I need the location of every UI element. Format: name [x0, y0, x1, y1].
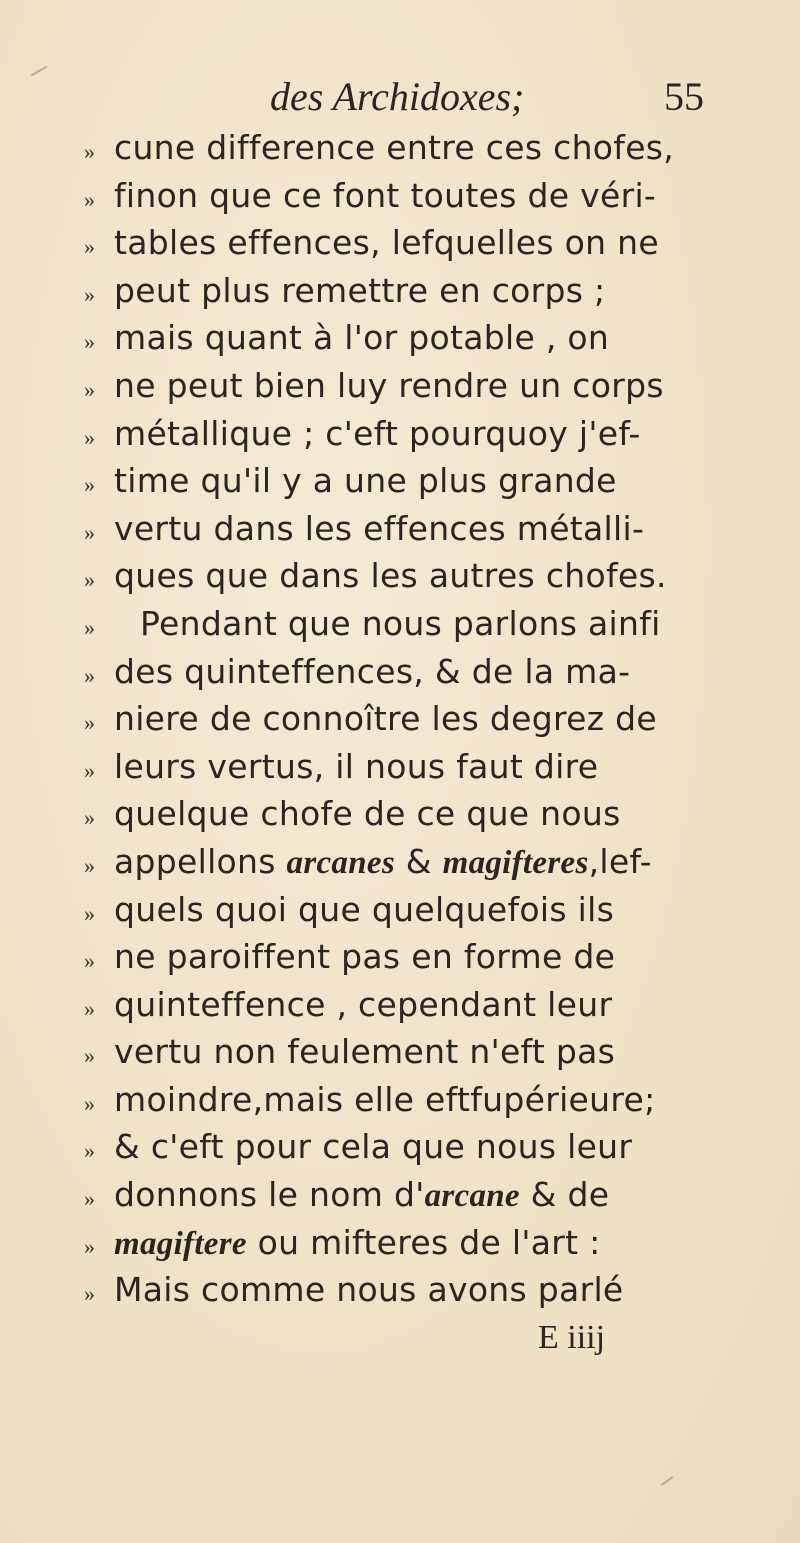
- quote-mark: »: [84, 329, 95, 355]
- line-text: [114, 223, 744, 262]
- italic-term: magifteres: [442, 844, 589, 881]
- text-line: [84, 747, 744, 795]
- italic-term: magiftere: [114, 1225, 247, 1262]
- line-text: [114, 1127, 744, 1166]
- line-segment: ou mifteres de l'art :: [246, 1222, 601, 1262]
- text-line: [84, 318, 744, 366]
- text-line: [84, 937, 744, 985]
- line-text: [114, 414, 744, 453]
- line-text: [114, 890, 744, 929]
- line-text: [114, 1270, 744, 1309]
- line-segment: leurs vertus, il nous faut dire: [114, 746, 599, 786]
- line-text: [114, 176, 744, 215]
- quote-mark: »: [84, 519, 95, 545]
- text-line: [84, 794, 744, 842]
- quote-mark: »: [84, 186, 95, 212]
- line-text: [114, 985, 744, 1024]
- line-text: [114, 652, 744, 691]
- text-line: [84, 366, 744, 414]
- text-line: [84, 414, 744, 462]
- italic-term: arcanes: [286, 844, 395, 881]
- line-segment: ne paroiffent pas en forme de: [114, 937, 616, 977]
- quote-mark: »: [84, 1281, 95, 1307]
- line-segment: mais quant à l'or potable , on: [114, 318, 610, 358]
- line-segment: quels quoi que quelquefois ils: [114, 889, 615, 929]
- quote-mark: »: [84, 1233, 95, 1259]
- line-segment: & c'eft pour cela que nous leur: [114, 1127, 633, 1167]
- quote-mark: »: [84, 567, 95, 593]
- quote-mark: »: [84, 139, 95, 164]
- quote-mark: »: [84, 234, 95, 260]
- quote-mark: »: [84, 900, 95, 926]
- line-text: [114, 1032, 744, 1071]
- quote-mark: »: [84, 948, 95, 974]
- line-text: [114, 1223, 744, 1263]
- text-line: [84, 1127, 744, 1175]
- text-line: [84, 890, 744, 938]
- line-segment: & de: [519, 1175, 610, 1215]
- line-text: [114, 128, 744, 167]
- line-segment: ,lef-: [588, 841, 652, 881]
- text-line: [84, 1270, 744, 1318]
- text-line: [84, 509, 744, 557]
- line-segment: vertu dans les effences métalli-: [114, 508, 645, 548]
- text-line: [84, 985, 744, 1033]
- text-line: [84, 461, 744, 509]
- line-segment: Mais comme nous avons parlé: [114, 1270, 624, 1310]
- quote-mark: »: [84, 1138, 95, 1164]
- line-segment: niere de connoître les degrez de: [114, 699, 658, 739]
- quote-mark: »: [84, 281, 95, 307]
- line-segment: &: [394, 841, 443, 881]
- quote-mark: »: [84, 424, 95, 450]
- line-segment: appellons: [114, 841, 287, 881]
- page-number: 55: [664, 74, 704, 119]
- line-text: [114, 747, 744, 786]
- paper-speck: [661, 1476, 674, 1486]
- line-segment: ne peut bien luy rendre un corps: [114, 365, 664, 405]
- line-segment: Pendant que nous parlons ainfi: [140, 603, 661, 643]
- line-segment: des quinteffences, & de la ma-: [114, 651, 631, 691]
- quote-mark: »: [84, 662, 95, 688]
- quote-mark: »: [84, 614, 95, 640]
- line-text: [114, 318, 744, 357]
- text-line: [84, 1080, 744, 1128]
- line-text: [114, 509, 744, 548]
- line-segment: quinteffence , cependant leur: [114, 984, 613, 1024]
- line-segment: peut plus remettre en corps ;: [114, 270, 606, 310]
- body-text: [84, 128, 744, 1318]
- line-segment: cune difference entre ces chofes,: [114, 128, 675, 167]
- line-text: [114, 556, 744, 595]
- italic-term: arcane: [424, 1178, 520, 1215]
- line-text: [114, 794, 744, 833]
- line-segment: métallique ; c'eft pourquoy j'ef-: [114, 413, 641, 453]
- quote-mark: »: [84, 1043, 95, 1069]
- text-line: [84, 1223, 744, 1271]
- line-segment: finon que ce font toutes de véri-: [114, 175, 657, 215]
- text-line: [84, 223, 744, 271]
- line-segment: quelque chofe de ce que nous: [114, 794, 621, 834]
- line-text: [114, 271, 744, 310]
- text-line: [84, 842, 744, 890]
- text-line: [84, 1175, 744, 1223]
- quote-mark: »: [84, 757, 95, 783]
- page-header: [0, 72, 800, 122]
- line-segment: donnons le nom d': [114, 1175, 425, 1215]
- running-head: des Archidoxes;: [270, 74, 525, 119]
- quote-mark: »: [84, 1090, 95, 1116]
- line-text: [114, 461, 744, 500]
- line-text: [114, 366, 744, 405]
- line-segment: moindre,mais elle eftfupérieure;: [114, 1079, 656, 1119]
- line-text: [114, 842, 744, 882]
- quote-mark: »: [84, 852, 95, 878]
- quote-mark: »: [84, 710, 95, 736]
- line-segment: ques que dans les autres chofes.: [114, 556, 667, 596]
- quote-mark: »: [84, 472, 95, 498]
- signature-mark: E iiij: [538, 1319, 606, 1356]
- line-segment: time qu'il y a une plus grande: [114, 461, 617, 501]
- text-line: [84, 128, 744, 176]
- text-line: [84, 556, 744, 604]
- line-text: [114, 937, 744, 976]
- line-text: [114, 604, 744, 643]
- line-segment: tables effences, lefquelles on ne: [114, 223, 659, 263]
- line-text: [114, 699, 744, 738]
- line-segment: vertu non feulement n'eft pas: [114, 1032, 616, 1072]
- text-line: [84, 699, 744, 747]
- quote-mark: »: [84, 995, 95, 1021]
- quote-mark: »: [84, 805, 95, 831]
- line-text: [114, 1080, 744, 1119]
- text-line: [84, 1032, 744, 1080]
- quote-mark: »: [84, 376, 95, 402]
- quote-mark: »: [84, 1186, 95, 1212]
- line-text: [114, 1175, 744, 1215]
- text-line: [84, 604, 744, 652]
- text-line: [84, 271, 744, 319]
- text-line: [84, 652, 744, 700]
- text-line: [84, 176, 744, 224]
